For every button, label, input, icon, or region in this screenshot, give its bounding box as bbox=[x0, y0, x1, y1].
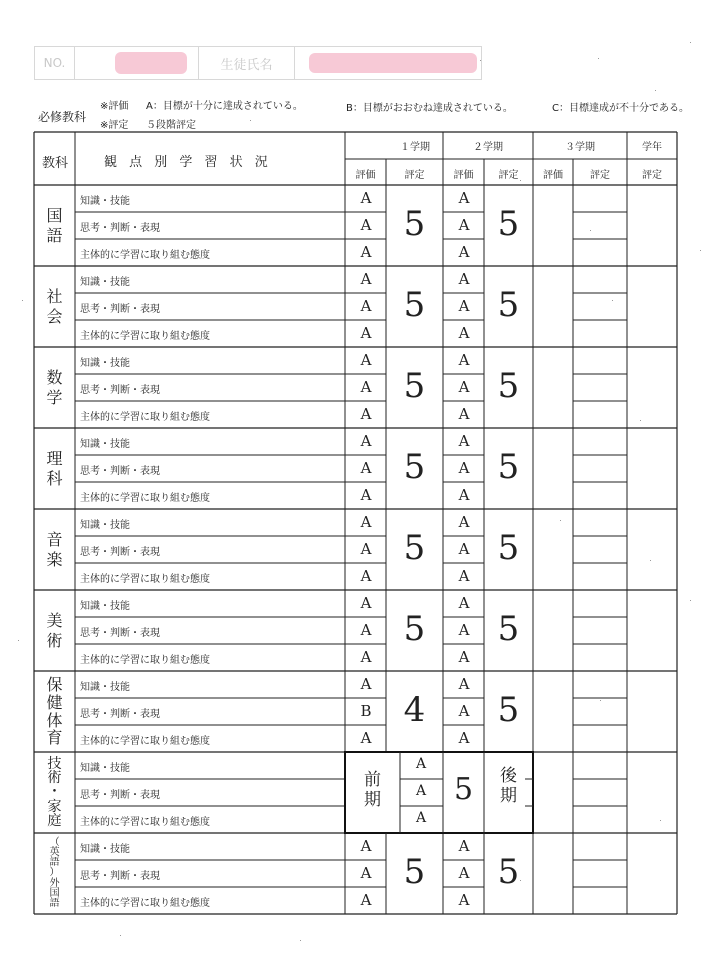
second-half-label: 後 期 bbox=[500, 766, 517, 806]
tech-eval-mark: A bbox=[415, 756, 427, 772]
term2-header: ２学期 bbox=[473, 142, 503, 153]
criteria-label: 主体的に学習に取り組む態度 bbox=[80, 331, 210, 342]
t1-eval-mark: A bbox=[360, 297, 372, 315]
scan-speck bbox=[700, 250, 701, 251]
scan-speck bbox=[560, 520, 561, 521]
t2-grade: 5 bbox=[497, 609, 520, 649]
t2-grade: 5 bbox=[497, 852, 520, 892]
section-label: 必修教科 bbox=[38, 110, 87, 124]
t1-eval-mark: A bbox=[360, 648, 372, 666]
student-name-field bbox=[295, 47, 481, 79]
redacted-number bbox=[115, 52, 187, 74]
t1-eval-mark: A bbox=[360, 243, 372, 261]
t2-eval-mark: A bbox=[458, 486, 470, 504]
eval-c-desc: C：目標達成が不十分である。 bbox=[552, 103, 689, 114]
t2-eval-mark: A bbox=[458, 729, 470, 747]
t2-eval-mark: A bbox=[458, 405, 470, 423]
eval-b-desc: B：目標がおおむね達成されている。 bbox=[346, 103, 513, 114]
t1-eval-mark: A bbox=[360, 513, 372, 531]
eval-prefix: ※評価 bbox=[100, 101, 129, 112]
t1-eval-mark: A bbox=[360, 189, 372, 207]
criteria-header: 観 点 別 学 習 状 況 bbox=[104, 155, 272, 170]
scan-speck bbox=[300, 940, 301, 941]
t2-eval-mark: A bbox=[458, 297, 470, 315]
grade-desc: ５段階評定 bbox=[146, 120, 196, 131]
t2-grade: 5 bbox=[497, 366, 520, 406]
criteria-label: 知識・技能 bbox=[80, 682, 130, 693]
criteria-label: 思考・判断・表現 bbox=[80, 547, 160, 558]
first-half-label: 前 期 bbox=[364, 770, 381, 810]
t2-eval-mark: A bbox=[458, 864, 470, 882]
t1-eval-mark: A bbox=[360, 540, 372, 558]
t1-eval-mark: A bbox=[360, 675, 372, 693]
criteria-label: 思考・判断・表現 bbox=[80, 709, 160, 720]
tech-grade: 5 bbox=[453, 772, 474, 807]
t2-eval-mark: A bbox=[458, 621, 470, 639]
criteria-label: 知識・技能 bbox=[80, 277, 130, 288]
t2-eval-mark: A bbox=[458, 702, 470, 720]
scan-speck bbox=[660, 820, 661, 821]
subject-name: 社 会 bbox=[46, 286, 63, 326]
criteria-label: 思考・判断・表現 bbox=[80, 223, 160, 234]
subject-name: 数 学 bbox=[46, 367, 63, 407]
t1-eval-mark: A bbox=[360, 837, 372, 855]
t1-eval-mark: A bbox=[360, 216, 372, 234]
t1-grade: 4 bbox=[403, 690, 426, 730]
year-grade-header: 評定 bbox=[642, 170, 662, 181]
criteria-label: 知識・技能 bbox=[80, 520, 130, 531]
t1-eval-mark: A bbox=[360, 324, 372, 342]
t1-eval-mark: A bbox=[360, 891, 372, 909]
t2-eval-mark: A bbox=[458, 324, 470, 342]
criteria-label: 主体的に学習に取り組む態度 bbox=[80, 817, 210, 828]
subject-name: 保 健 体 育 bbox=[46, 675, 63, 748]
scan-speck bbox=[690, 600, 691, 601]
t1-eval-mark: A bbox=[360, 567, 372, 585]
subject-name: 音 楽 bbox=[46, 529, 63, 569]
t2-eval-mark: A bbox=[458, 459, 470, 477]
t1-grade: 5 bbox=[403, 852, 426, 892]
t1-eval-mark: A bbox=[360, 594, 372, 612]
criteria-label: 思考・判断・表現 bbox=[80, 385, 160, 396]
t1-eval-mark: A bbox=[360, 378, 372, 396]
scan-speck bbox=[640, 420, 641, 421]
t1-eval-mark: A bbox=[360, 351, 372, 369]
t1-grade: 5 bbox=[403, 528, 426, 568]
criteria-label: 思考・判断・表現 bbox=[80, 466, 160, 477]
criteria-label: 知識・技能 bbox=[80, 763, 130, 774]
t2-eval-mark: A bbox=[458, 837, 470, 855]
scan-speck bbox=[690, 42, 691, 43]
t2-eval-mark: A bbox=[458, 216, 470, 234]
scan-speck bbox=[120, 935, 121, 936]
scan-speck bbox=[520, 880, 521, 881]
scan-speck bbox=[22, 300, 23, 301]
t1-eval-mark: A bbox=[360, 270, 372, 288]
student-info-box bbox=[34, 46, 482, 80]
t1-eval-mark: B bbox=[360, 702, 372, 720]
t2-eval-mark: A bbox=[458, 594, 470, 612]
criteria-label: 知識・技能 bbox=[80, 196, 130, 207]
subject-name: 理 科 bbox=[46, 448, 63, 488]
criteria-label: 思考・判断・表現 bbox=[80, 304, 160, 315]
criteria-label: 主体的に学習に取り組む態度 bbox=[80, 898, 210, 909]
t1-eval-mark: A bbox=[360, 459, 372, 477]
t2-eval-mark: A bbox=[458, 891, 470, 909]
scan-speck bbox=[612, 300, 613, 301]
t2-grade: 5 bbox=[497, 204, 520, 244]
subject-name: 美 術 bbox=[46, 610, 63, 650]
t1-grade: 5 bbox=[403, 366, 426, 406]
t1-grade: 5 bbox=[403, 447, 426, 487]
t1-grade-header: 評定 bbox=[404, 170, 425, 181]
criteria-label: 知識・技能 bbox=[80, 844, 130, 855]
student-name-label: 生徒氏名 bbox=[199, 47, 295, 79]
t2-eval-mark: A bbox=[458, 351, 470, 369]
number-label: NO. bbox=[35, 47, 75, 79]
grade-prefix: ※評定 bbox=[100, 120, 129, 131]
t1-grade: 5 bbox=[403, 285, 426, 325]
t2-eval-mark: A bbox=[458, 378, 470, 396]
criteria-label: 思考・判断・表現 bbox=[80, 790, 160, 801]
t2-eval-mark: A bbox=[458, 675, 470, 693]
t2-grade: 5 bbox=[497, 447, 520, 487]
t2-eval-mark: A bbox=[458, 648, 470, 666]
t2-grade: 5 bbox=[497, 528, 520, 568]
t3-grade-header: 評定 bbox=[590, 170, 610, 181]
t1-eval-mark: A bbox=[360, 729, 372, 747]
t2-eval-mark: A bbox=[458, 270, 470, 288]
criteria-label: 主体的に学習に取り組む態度 bbox=[80, 412, 210, 423]
t1-eval-mark: A bbox=[360, 864, 372, 882]
t1-eval-mark: A bbox=[360, 405, 372, 423]
t2-eval-mark: A bbox=[458, 243, 470, 261]
t2-grade: 5 bbox=[497, 285, 520, 325]
t2-eval-mark: A bbox=[458, 189, 470, 207]
criteria-label: 知識・技能 bbox=[80, 439, 130, 450]
criteria-label: 思考・判断・表現 bbox=[80, 871, 160, 882]
scan-speck bbox=[600, 700, 601, 701]
scan-speck bbox=[520, 180, 521, 181]
subject-name: （ 英 語 ） 外 国 語 bbox=[49, 837, 60, 909]
t1-eval-header: 評価 bbox=[355, 170, 376, 181]
criteria-label: 主体的に学習に取り組む態度 bbox=[80, 574, 210, 585]
scan-speck bbox=[650, 560, 651, 561]
scan-speck bbox=[590, 230, 591, 231]
t2-eval-mark: A bbox=[458, 567, 470, 585]
criteria-label: 主体的に学習に取り組む態度 bbox=[80, 493, 210, 504]
term3-header: ３学期 bbox=[565, 142, 595, 153]
scan-speck bbox=[480, 60, 481, 61]
tech-eval-mark: A bbox=[415, 810, 427, 826]
t1-grade: 5 bbox=[403, 609, 426, 649]
t1-eval-mark: A bbox=[360, 486, 372, 504]
criteria-label: 知識・技能 bbox=[80, 601, 130, 612]
t2-eval-mark: A bbox=[458, 432, 470, 450]
scan-speck bbox=[18, 640, 19, 641]
scan-speck bbox=[598, 58, 599, 59]
scan-speck bbox=[655, 90, 656, 91]
t2-eval-mark: A bbox=[458, 540, 470, 558]
subject-header: 教科 bbox=[42, 156, 69, 171]
t2-eval-header: 評価 bbox=[453, 170, 474, 181]
redacted-name bbox=[309, 53, 477, 73]
term1-header: １学期 bbox=[400, 142, 430, 153]
subject-name: 技 術 ・ 家 庭 bbox=[47, 756, 62, 829]
criteria-label: 主体的に学習に取り組む態度 bbox=[80, 736, 210, 747]
number-field bbox=[75, 47, 199, 79]
criteria-label: 思考・判断・表現 bbox=[80, 628, 160, 639]
criteria-label: 主体的に学習に取り組む態度 bbox=[80, 655, 210, 666]
t1-eval-mark: A bbox=[360, 432, 372, 450]
t1-eval-mark: A bbox=[360, 621, 372, 639]
t2-eval-mark: A bbox=[458, 513, 470, 531]
t2-grade-header: 評定 bbox=[498, 170, 519, 181]
t3-eval-header: 評価 bbox=[543, 170, 563, 181]
year-header: 学年 bbox=[642, 142, 662, 153]
tech-eval-mark: A bbox=[415, 783, 427, 799]
t1-grade: 5 bbox=[403, 204, 426, 244]
scan-speck bbox=[250, 120, 251, 121]
eval-a-desc: A：目標が十分に達成されている。 bbox=[146, 101, 303, 112]
subject-name: 国 語 bbox=[46, 205, 63, 245]
criteria-label: 主体的に学習に取り組む態度 bbox=[80, 250, 210, 261]
criteria-label: 知識・技能 bbox=[80, 358, 130, 369]
t2-grade: 5 bbox=[497, 690, 520, 730]
